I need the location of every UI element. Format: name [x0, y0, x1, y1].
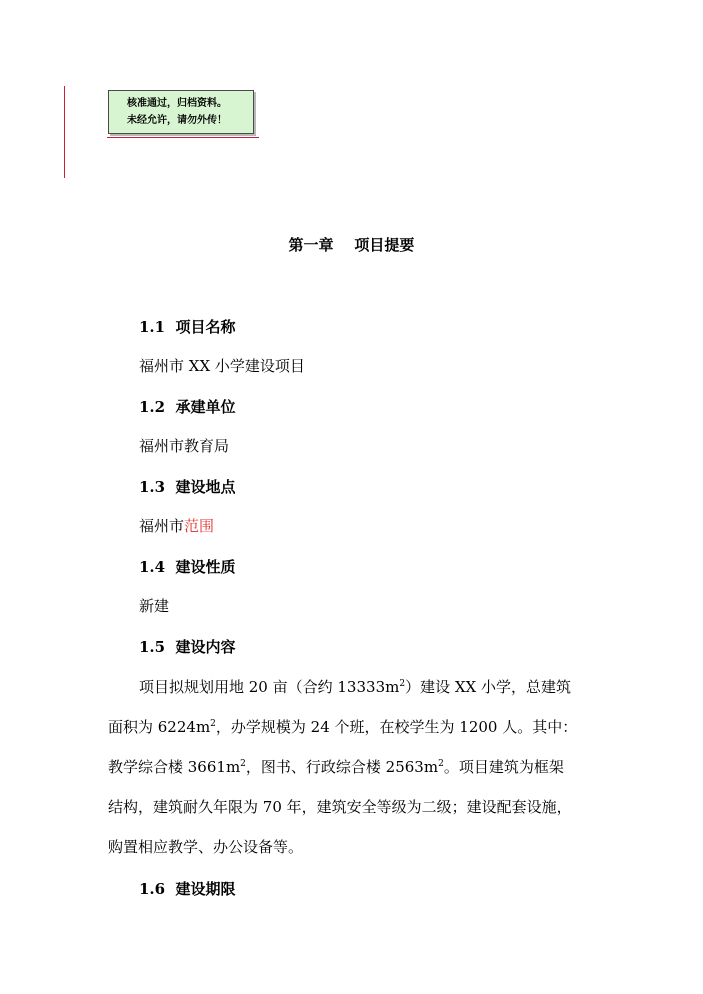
superscript: 2	[240, 759, 246, 769]
content-line-3	[108, 756, 564, 777]
location-range-text: 范围	[184, 517, 215, 535]
content-line-2	[108, 716, 577, 737]
content-line-2-a: 面积为 6224m	[108, 718, 211, 736]
section-heading-1-6: 1.6 建设期限	[139, 880, 236, 898]
section-text-1-1: 福州市 XX 小学建设项目	[139, 357, 305, 375]
superscript: 2	[210, 719, 216, 729]
content-line-2-b: ，办学规模为 24 个班，在校学生为 1200 人。其中：	[215, 718, 578, 736]
content-line-5: 购置相应教学、办公设备等。	[108, 838, 304, 856]
content-line-3-b: ，图书、行政综合楼 2563m	[245, 758, 439, 776]
superscript: 2	[438, 759, 444, 769]
superscript: 2	[399, 679, 406, 689]
content-line-1	[139, 676, 571, 697]
stamp-line-1: 核准通过，归档资料。	[127, 98, 227, 109]
stamp-underline	[107, 137, 259, 138]
location-text: 福州市	[139, 517, 185, 535]
content-line-1-a: 项目拟规划用地 20 亩（合约 13333m	[139, 678, 400, 696]
chapter-title: 第一章 项目提要	[288, 236, 415, 254]
approval-stamp	[108, 90, 254, 134]
section-heading-1-3: 1.3 建设地点	[139, 478, 236, 496]
stamp-line-2: 未经允许，请勿外传！	[127, 115, 227, 126]
section-heading-1-2: 1.2 承建单位	[139, 398, 236, 416]
margin-rule	[64, 86, 65, 178]
content-line-3-c: 。项目建筑为框架	[443, 758, 564, 776]
section-heading-1-5: 1.5 建设内容	[139, 638, 236, 656]
content-line-4: 结构，建筑耐久年限为 70 年，建筑安全等级为二级；建设配套设施，	[108, 798, 572, 816]
content-line-3-a: 教学综合楼 3661m	[108, 758, 241, 776]
section-text-1-2: 福州市教育局	[139, 437, 230, 455]
section-text-1-3	[139, 515, 214, 536]
content-line-1-b: ）建设 XX 小学，总建筑	[405, 678, 571, 696]
section-heading-1-4: 1.4 建设性质	[139, 558, 236, 576]
section-text-1-4: 新建	[139, 597, 170, 615]
section-heading-1-1: 1.1 项目名称	[139, 318, 236, 336]
